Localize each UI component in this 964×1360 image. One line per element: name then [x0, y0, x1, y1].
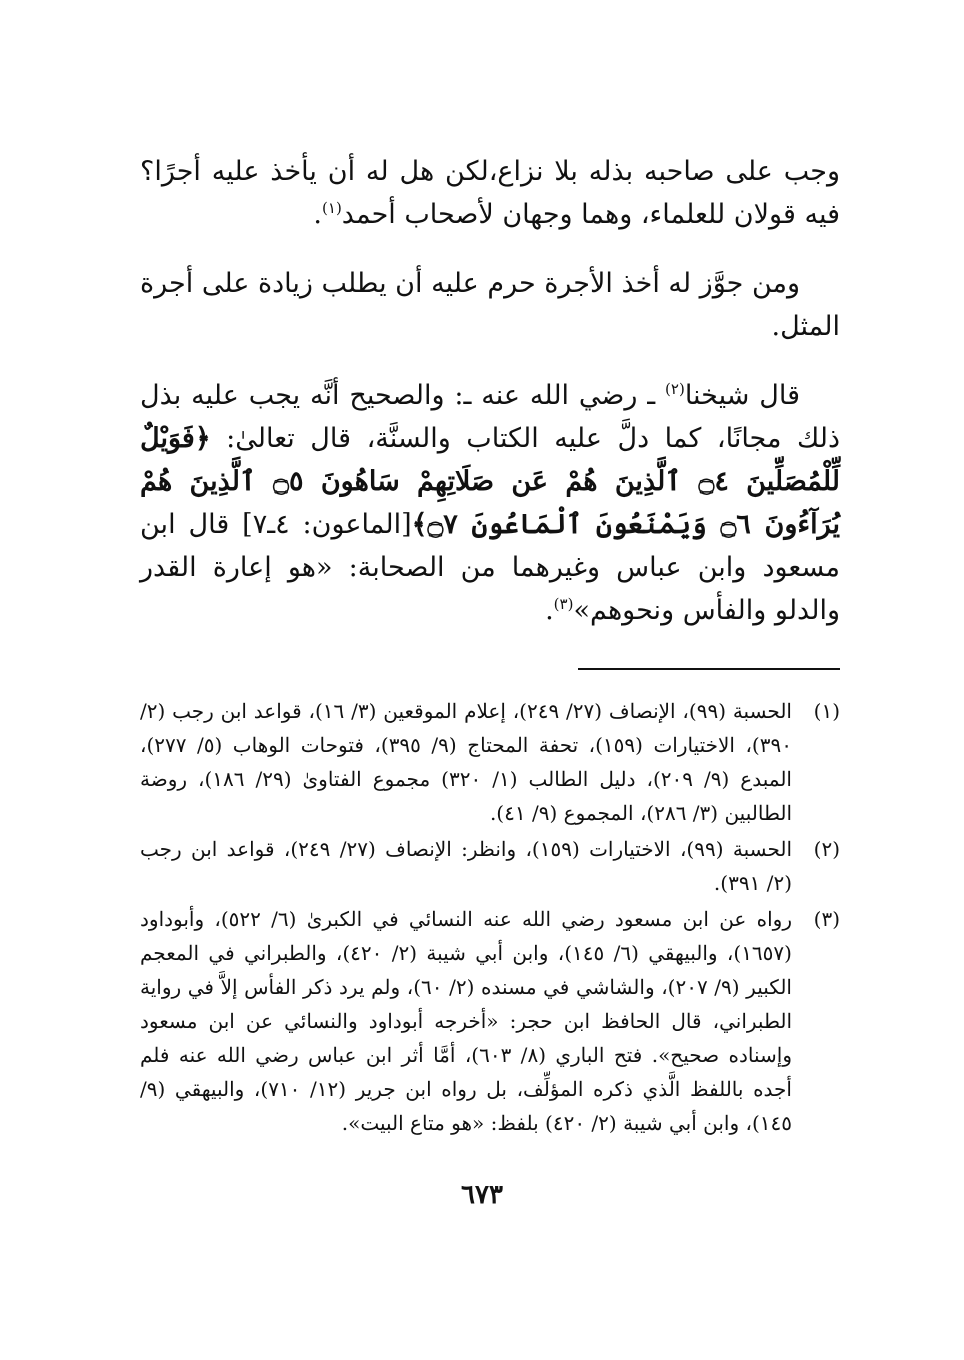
footnote-text: الحسبة (٩٩)، الإنصاف (٢٧/ ٢٤٩)، إعلام الموقعين (٣/ ١٦)، قواعد ابن رجب (٢/ ٣٩٠)، الاختيارات (١٥٩)، تحفة المحتاج (٩/ ٣٩٥)، فتوحات الوهاب (٥/ ٢٧٧)، المبدع (٩/ ٢٠٩)، دليل الطالب (١/ ٣٢٠) مجموع الفتاوىٰ (٢٩/ ١٨٦)، روضة الطالبين (٣/ ٢٨٦)، المجموع (٩/ ٤١). — [140, 699, 792, 825]
paragraph-3-tail: . — [545, 595, 554, 626]
quran-verse: ﴿فَوَيْلٌ لِّلْمُصَلِّينَ ۝٤ ٱلَّذِينَ هُمْ عَن صَلَاتِهِمْ سَاهُونَ ۝٥ ٱلَّذِينَ هُمْ يُرَآءُونَ ۝٦ وَيَمْنَعُونَ ٱلْمَاعُونَ ۝٧﴾ — [140, 423, 841, 540]
footnote-number: (١) — [813, 699, 840, 723]
paragraph-1 — [140, 150, 840, 236]
footnote-text: الحسبة (٩٩)، الاختيارات (١٥٩)، وانظر: الإنصاف (٢٧/ ٢٤٩)، قواعد ابن رجب (٢/ ٣٩١). — [140, 837, 793, 895]
paragraph-3-text-middle: ـ رضي الله عنه ـ: والصحيح أنَّه يجب عليه بذل ذلك مجانًا، كما دلَّ عليه الكتاب والسنَّة، قال تعالىٰ: — [140, 380, 840, 454]
footnote-number: (٣) — [813, 907, 840, 931]
footnotes — [140, 694, 840, 1140]
paragraph-1-text: وجب على صاحبه بذله بلا نزاع،لكن هل له أن يأخذ عليه أجرًا؟ فيه قولان للعلماء، وهما وجهان لأصحاب أحمد — [140, 156, 840, 230]
paragraph-1-tail: . — [313, 199, 323, 230]
footnote-number: (٢) — [813, 837, 840, 861]
footnote-text: رواه عن ابن مسعود رضي الله عنه النسائي في الكبرىٰ (٦/ ٥٢٢)، وأبوداود (١٦٥٧)، والبيهقي (٦/ ١٤٥)، وابن أبي شيبة (٢/ ٤٢٠)، والطبراني في المعجم الكبير (٩/ ٢٠٧)، والشاشي في مسنده (٢/ ٦٠)، ولم يرد ذكر الفأس إلاَّ في رواية الطبراني، قال الحافظ ابن حجر: «أخرجه أبوداود والنسائي عن ابن مسعود وإسناده صحيح». فتح الباري (٨/ ٦٠٣)، أمَّا أثر ابن عباس رضي الله عنه فلم أجده باللفظ الَّذي ذكره المؤلِّف، بل رواه ابن جرير (١٢/ ٧١٠)، والبيهقي (٩/ ١٤٥)، وابن أبي شيبة (٢/ ٤٢٠) بلفظ: «هو متاع البيت». — [140, 907, 792, 1135]
footnote-ref-3: (٣) — [553, 595, 574, 613]
quran-citation: [الماعون: ٤ـ٧] — [242, 509, 412, 540]
page-number: ٦٧٣ — [461, 1180, 503, 1210]
footnote-2 — [140, 832, 840, 900]
paragraph-2-text: ومن جوَّز له أخذ الأجرة حرم عليه أن يطلب زيادة على أجرة المثل. — [140, 268, 840, 342]
footnote-separator — [578, 668, 840, 670]
paragraph-2 — [140, 262, 840, 348]
footnote-ref-1: (١) — [322, 199, 342, 217]
footnote-3 — [140, 902, 840, 1140]
page-content — [140, 150, 840, 1142]
footnote-ref-2: (٢) — [665, 380, 685, 398]
paragraph-3 — [140, 374, 840, 632]
paragraph-3-text-end: قال ابن مسعود وابن عباس وغيرهما من الصحابة: «هو إعارة القدر والدلو والفأس ونحوهم» — [140, 509, 840, 626]
paragraph-3-text-start: قال شيخنا — [684, 380, 801, 411]
footnote-1 — [140, 694, 840, 830]
